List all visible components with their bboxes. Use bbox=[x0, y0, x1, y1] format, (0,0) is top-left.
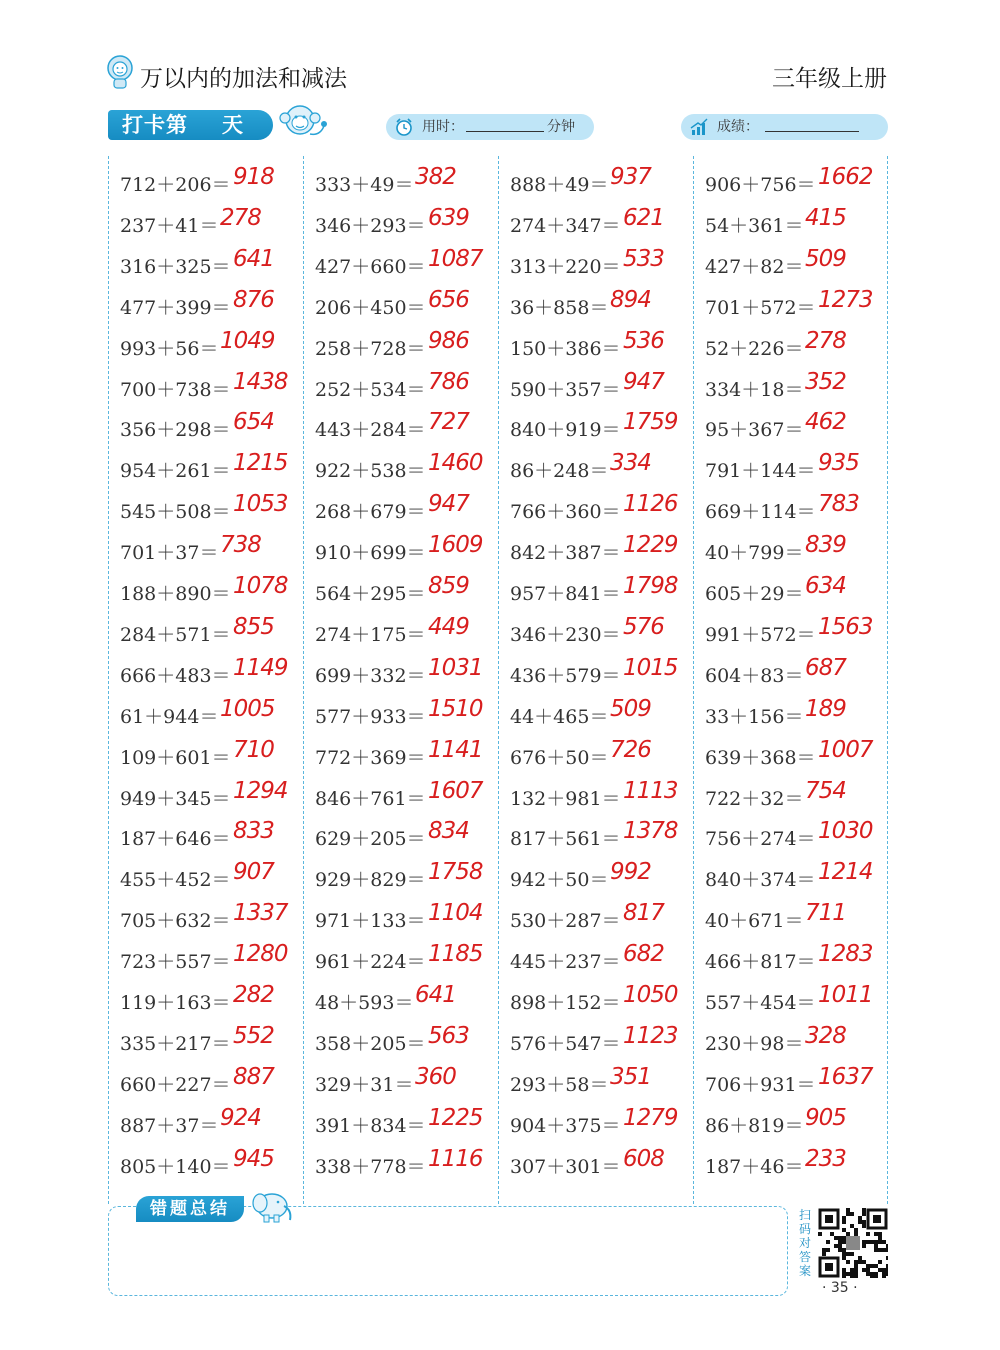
problem-equation: 86＋248＝ bbox=[510, 460, 609, 483]
handwritten-answer[interactable]: 449 bbox=[428, 613, 469, 640]
handwritten-answer[interactable]: 1609 bbox=[428, 532, 483, 559]
handwritten-answer[interactable]: 328 bbox=[805, 1022, 846, 1049]
handwritten-answer[interactable]: 1378 bbox=[623, 818, 678, 845]
handwritten-answer[interactable]: 1438 bbox=[233, 368, 288, 395]
handwritten-answer[interactable]: 783 bbox=[818, 491, 859, 518]
problem-equation: 356＋298＝ bbox=[120, 419, 231, 442]
handwritten-answer[interactable]: 1116 bbox=[428, 1145, 483, 1172]
time-label: 用时： bbox=[422, 119, 464, 135]
handwritten-answer[interactable]: 1225 bbox=[428, 1104, 483, 1131]
grade-label: 三年级上册 bbox=[772, 66, 887, 92]
handwritten-answer[interactable]: 876 bbox=[233, 286, 274, 313]
problem-equation: 723＋557＝ bbox=[120, 951, 231, 974]
handwritten-answer[interactable]: 1050 bbox=[623, 982, 678, 1008]
problem-equation: 427＋82＝ bbox=[705, 255, 804, 278]
problem-equation: 313＋220＝ bbox=[510, 255, 621, 278]
problem-equation: 629＋205＝ bbox=[315, 828, 426, 851]
problem-equation: 929＋829＝ bbox=[315, 869, 426, 892]
handwritten-answer[interactable]: 352 bbox=[805, 368, 846, 395]
handwritten-answer[interactable]: 894 bbox=[610, 286, 651, 313]
problem-equation: 132＋981＝ bbox=[510, 787, 621, 810]
handwritten-answer[interactable]: 682 bbox=[623, 941, 664, 968]
problem-equation: 817＋561＝ bbox=[510, 828, 621, 851]
handwritten-answer[interactable]: 738 bbox=[220, 532, 261, 559]
page-title: 万以内的加法和减法 bbox=[140, 66, 347, 92]
problem-equation: 187＋46＝ bbox=[705, 1155, 804, 1178]
handwritten-answer[interactable]: 563 bbox=[428, 1022, 469, 1049]
problem-equation: 842＋387＝ bbox=[510, 542, 621, 565]
problem-equation: 906＋756＝ bbox=[705, 174, 816, 196]
handwritten-answer[interactable]: 462 bbox=[805, 409, 846, 436]
column-divider bbox=[108, 156, 109, 1204]
problem-equation: 846＋761＝ bbox=[315, 787, 426, 810]
handwritten-answer[interactable]: 415 bbox=[805, 204, 846, 231]
problem-equation: 922＋538＝ bbox=[315, 460, 426, 483]
problem-equation: 954＋261＝ bbox=[120, 460, 231, 483]
handwritten-answer[interactable]: 334 bbox=[610, 450, 651, 477]
problem-equation: 436＋579＝ bbox=[510, 664, 621, 687]
handwritten-answer[interactable]: 1563 bbox=[818, 613, 873, 640]
problem-equation: 961＋224＝ bbox=[315, 951, 426, 974]
problem-equation: 36＋858＝ bbox=[510, 296, 609, 319]
problem-equation: 888＋49＝ bbox=[510, 174, 609, 196]
problem-equation: 949＋345＝ bbox=[120, 787, 231, 810]
problem-equation: 346＋230＝ bbox=[510, 623, 621, 646]
handwritten-answer[interactable]: 536 bbox=[623, 327, 664, 354]
handwritten-answer[interactable]: 1214 bbox=[818, 859, 873, 886]
problem-equation: 333＋49＝ bbox=[315, 174, 414, 196]
handwritten-answer[interactable]: 1229 bbox=[623, 532, 678, 559]
problem-equation: 545＋508＝ bbox=[120, 501, 231, 524]
column-divider bbox=[498, 156, 499, 1204]
problem-equation: 329＋31＝ bbox=[315, 1073, 414, 1096]
problem-equation: 187＋646＝ bbox=[120, 828, 231, 851]
handwritten-answer[interactable]: 1798 bbox=[623, 573, 678, 599]
handwritten-answer[interactable]: 189 bbox=[805, 695, 846, 722]
problem-equation: 666＋483＝ bbox=[120, 664, 231, 687]
problem-equation: 577＋933＝ bbox=[315, 705, 426, 728]
handwritten-answer[interactable]: 1279 bbox=[623, 1104, 678, 1131]
problem-equation: 335＋217＝ bbox=[120, 1032, 231, 1055]
handwritten-answer[interactable]: 905 bbox=[805, 1104, 846, 1131]
problem-equation: 293＋58＝ bbox=[510, 1073, 609, 1096]
problem-equation: 887＋37＝ bbox=[120, 1114, 219, 1137]
handwritten-answer[interactable]: 278 bbox=[805, 327, 846, 354]
problem-equation: 44＋465＝ bbox=[510, 705, 609, 728]
handwritten-answer[interactable]: 727 bbox=[428, 409, 469, 436]
problem-equation: 338＋778＝ bbox=[315, 1155, 426, 1178]
score-box bbox=[681, 114, 888, 140]
handwritten-answer[interactable]: 887 bbox=[233, 1063, 274, 1090]
handwritten-answer[interactable]: 654 bbox=[233, 409, 274, 436]
lion-mascot-icon bbox=[104, 54, 136, 90]
handwritten-answer[interactable]: 1104 bbox=[428, 900, 483, 927]
checkin-suffix: 天 bbox=[222, 113, 244, 137]
problem-equation: 957＋841＝ bbox=[510, 583, 621, 605]
handwritten-answer[interactable]: 1337 bbox=[233, 900, 288, 927]
problem-equation: 766＋360＝ bbox=[510, 501, 621, 524]
handwritten-answer[interactable]: 833 bbox=[233, 818, 274, 845]
problem-equation: 904＋375＝ bbox=[510, 1114, 621, 1137]
checkin-bar bbox=[108, 108, 888, 144]
qr-code-icon[interactable] bbox=[818, 1208, 888, 1278]
handwritten-answer[interactable]: 1078 bbox=[233, 573, 288, 599]
problem-equation: 805＋140＝ bbox=[120, 1155, 231, 1178]
handwritten-answer[interactable]: 608 bbox=[623, 1145, 664, 1172]
handwritten-answer[interactable]: 859 bbox=[428, 573, 469, 599]
problem-equation: 33＋156＝ bbox=[705, 705, 804, 728]
problem-equation: 52＋226＝ bbox=[705, 337, 804, 360]
problem-equation: 445＋237＝ bbox=[510, 951, 621, 974]
handwritten-answer[interactable]: 918 bbox=[233, 164, 274, 190]
handwritten-answer[interactable]: 947 bbox=[428, 491, 469, 518]
handwritten-answer[interactable]: 634 bbox=[805, 573, 846, 599]
problem-equation: 274＋175＝ bbox=[315, 623, 426, 646]
scan-answer-text: 扫码对答案 bbox=[799, 1208, 812, 1278]
problem-equation: 660＋227＝ bbox=[120, 1073, 231, 1096]
problem-equation: 316＋325＝ bbox=[120, 255, 231, 278]
handwritten-answer[interactable]: 1005 bbox=[220, 695, 275, 722]
handwritten-answer[interactable]: 947 bbox=[623, 368, 664, 395]
problem-equation: 334＋18＝ bbox=[705, 378, 804, 401]
handwritten-answer[interactable]: 726 bbox=[610, 736, 651, 763]
problem-equation: 206＋450＝ bbox=[315, 296, 426, 319]
problem-equation: 150＋386＝ bbox=[510, 337, 621, 360]
problem-equation: 274＋347＝ bbox=[510, 214, 621, 237]
problem-equation: 910＋699＝ bbox=[315, 542, 426, 565]
problem-equation: 840＋919＝ bbox=[510, 419, 621, 442]
handwritten-answer[interactable]: 754 bbox=[805, 777, 846, 804]
problem-equation: 188＋890＝ bbox=[120, 583, 231, 605]
handwritten-answer[interactable]: 351 bbox=[610, 1063, 651, 1090]
problem-equation: 119＋163＝ bbox=[120, 992, 231, 1014]
problem-equation: 443＋284＝ bbox=[315, 419, 426, 442]
problem-equation: 237＋41＝ bbox=[120, 214, 219, 237]
handwritten-answer[interactable]: 1011 bbox=[818, 982, 873, 1008]
handwritten-answer[interactable]: 278 bbox=[220, 204, 261, 231]
problem-equation: 54＋361＝ bbox=[705, 214, 804, 237]
handwritten-answer[interactable]: 839 bbox=[805, 532, 846, 559]
handwritten-answer[interactable]: 282 bbox=[233, 982, 274, 1008]
problem-equation: 564＋295＝ bbox=[315, 583, 426, 605]
problem-equation: 669＋114＝ bbox=[705, 501, 816, 524]
handwritten-answer[interactable]: 786 bbox=[428, 368, 469, 395]
handwritten-answer[interactable]: 1185 bbox=[428, 941, 483, 968]
handwritten-answer[interactable]: 935 bbox=[818, 450, 859, 477]
problem-equation: 48＋593＝ bbox=[315, 992, 414, 1014]
mistake-summary-label: 错题总结 bbox=[136, 1196, 244, 1222]
handwritten-answer[interactable]: 924 bbox=[220, 1104, 261, 1131]
problem-equation: 95＋367＝ bbox=[705, 419, 804, 442]
problem-equation: 86＋819＝ bbox=[705, 1114, 804, 1137]
problem-equation: 701＋37＝ bbox=[120, 542, 219, 565]
handwritten-answer[interactable]: 992 bbox=[610, 859, 651, 886]
time-input-line[interactable] bbox=[466, 131, 544, 132]
problem-equation: 700＋738＝ bbox=[120, 378, 231, 401]
alarm-clock-icon bbox=[394, 117, 414, 137]
handwritten-answer[interactable]: 1273 bbox=[818, 286, 873, 313]
handwritten-answer[interactable]: 711 bbox=[805, 900, 846, 927]
handwritten-answer[interactable]: 1637 bbox=[818, 1063, 873, 1090]
problem-equation: 268＋679＝ bbox=[315, 501, 426, 524]
problem-equation: 252＋534＝ bbox=[315, 378, 426, 401]
handwritten-answer[interactable]: 509 bbox=[805, 245, 846, 272]
handwritten-answer[interactable]: 1758 bbox=[428, 859, 483, 886]
checkin-prefix: 打卡第 bbox=[122, 113, 188, 137]
problem-equation: 756＋274＝ bbox=[705, 828, 816, 851]
problem-equation: 109＋601＝ bbox=[120, 746, 231, 769]
handwritten-answer[interactable]: 1123 bbox=[623, 1022, 678, 1049]
problem-equation: 604＋83＝ bbox=[705, 664, 804, 687]
handwritten-answer[interactable]: 710 bbox=[233, 736, 274, 763]
problem-equation: 791＋144＝ bbox=[705, 460, 816, 483]
handwritten-answer[interactable]: 1759 bbox=[623, 409, 678, 436]
handwritten-answer[interactable]: 1087 bbox=[428, 245, 483, 272]
handwritten-answer[interactable]: 656 bbox=[428, 286, 469, 313]
handwritten-answer[interactable]: 687 bbox=[805, 654, 846, 681]
handwritten-answer[interactable]: 233 bbox=[805, 1145, 846, 1172]
problem-equation: 557＋454＝ bbox=[705, 992, 816, 1014]
problem-equation: 722＋32＝ bbox=[705, 787, 804, 810]
problem-equation: 576＋547＝ bbox=[510, 1032, 621, 1055]
problem-equation: 230＋98＝ bbox=[705, 1032, 804, 1055]
monkey-mascot-icon bbox=[276, 102, 328, 146]
handwritten-answer[interactable]: 1149 bbox=[233, 654, 288, 681]
problem-equation: 477＋399＝ bbox=[120, 296, 231, 319]
handwritten-answer[interactable]: 1460 bbox=[428, 450, 483, 477]
problem-equation: 40＋671＝ bbox=[705, 910, 804, 933]
handwritten-answer[interactable]: 1283 bbox=[818, 941, 873, 968]
handwritten-answer[interactable]: 945 bbox=[233, 1145, 274, 1172]
score-input-line[interactable] bbox=[765, 131, 859, 132]
checkin-badge bbox=[108, 110, 273, 140]
handwritten-answer[interactable]: 382 bbox=[415, 164, 456, 190]
problem-equation: 61＋944＝ bbox=[120, 705, 219, 728]
problem-equation: 466＋817＝ bbox=[705, 951, 816, 974]
column-divider bbox=[887, 156, 888, 1204]
handwritten-answer[interactable]: 1662 bbox=[818, 164, 873, 190]
handwritten-answer[interactable]: 1141 bbox=[428, 736, 483, 763]
handwritten-answer[interactable]: 1113 bbox=[623, 777, 678, 804]
problem-equation: 706＋931＝ bbox=[705, 1073, 816, 1096]
problem-equation: 898＋152＝ bbox=[510, 992, 621, 1014]
growth-chart-icon bbox=[689, 117, 709, 137]
problem-equation: 991＋572＝ bbox=[705, 623, 816, 646]
problem-equation: 840＋374＝ bbox=[705, 869, 816, 892]
elephant-mascot-icon bbox=[246, 1188, 296, 1224]
handwritten-answer[interactable]: 1607 bbox=[428, 777, 483, 804]
handwritten-answer[interactable]: 986 bbox=[428, 327, 469, 354]
handwritten-answer[interactable]: 1053 bbox=[233, 491, 288, 518]
problem-equation: 258＋728＝ bbox=[315, 337, 426, 360]
handwritten-answer[interactable]: 641 bbox=[233, 245, 274, 272]
problem-equation: 971＋133＝ bbox=[315, 910, 426, 933]
problem-equation: 307＋301＝ bbox=[510, 1155, 621, 1178]
handwritten-answer[interactable]: 533 bbox=[623, 245, 664, 272]
problem-equation: 427＋660＝ bbox=[315, 255, 426, 278]
handwritten-answer[interactable]: 1031 bbox=[428, 654, 483, 681]
handwritten-answer[interactable]: 639 bbox=[428, 204, 469, 231]
handwritten-answer[interactable]: 907 bbox=[233, 859, 274, 886]
problem-equation: 705＋632＝ bbox=[120, 910, 231, 933]
column-divider bbox=[693, 156, 694, 1204]
handwritten-answer[interactable]: 1007 bbox=[818, 736, 873, 763]
problem-equation: 772＋369＝ bbox=[315, 746, 426, 769]
handwritten-answer[interactable]: 1294 bbox=[233, 777, 288, 804]
score-label: 成绩： bbox=[717, 119, 759, 135]
handwritten-answer[interactable]: 1030 bbox=[818, 818, 873, 845]
problem-equation: 605＋29＝ bbox=[705, 583, 804, 605]
handwritten-answer[interactable]: 1510 bbox=[428, 695, 483, 722]
handwritten-answer[interactable]: 360 bbox=[415, 1063, 456, 1090]
handwritten-answer[interactable]: 855 bbox=[233, 613, 274, 640]
handwritten-answer[interactable]: 817 bbox=[623, 900, 664, 927]
handwritten-answer[interactable]: 621 bbox=[623, 204, 664, 231]
problem-equation: 701＋572＝ bbox=[705, 296, 816, 319]
handwritten-answer[interactable]: 1215 bbox=[233, 450, 288, 477]
problem-equation: 358＋205＝ bbox=[315, 1032, 426, 1055]
handwritten-answer[interactable]: 834 bbox=[428, 818, 469, 845]
problem-equation: 676＋50＝ bbox=[510, 746, 609, 769]
handwritten-answer[interactable]: 509 bbox=[610, 695, 651, 722]
problem-equation: 993＋56＝ bbox=[120, 337, 219, 360]
handwritten-answer[interactable]: 641 bbox=[415, 982, 456, 1008]
problem-equation: 712＋206＝ bbox=[120, 174, 231, 196]
handwritten-answer[interactable]: 1049 bbox=[220, 327, 275, 354]
problem-equation: 942＋50＝ bbox=[510, 869, 609, 892]
problem-equation: 699＋332＝ bbox=[315, 664, 426, 687]
problem-equation: 40＋799＝ bbox=[705, 542, 804, 565]
handwritten-answer[interactable]: 576 bbox=[623, 613, 664, 640]
handwritten-answer[interactable]: 1280 bbox=[233, 941, 288, 968]
page-number: · 35 · bbox=[822, 1280, 858, 1296]
problem-grid bbox=[108, 156, 888, 1206]
handwritten-answer[interactable]: 937 bbox=[610, 164, 651, 190]
problem-equation: 455＋452＝ bbox=[120, 869, 231, 892]
problem-equation: 391＋834＝ bbox=[315, 1114, 426, 1137]
problem-equation: 590＋357＝ bbox=[510, 378, 621, 401]
handwritten-answer[interactable]: 1015 bbox=[623, 654, 678, 681]
time-unit: 分钟 bbox=[547, 119, 575, 135]
problem-equation: 346＋293＝ bbox=[315, 214, 426, 237]
column-divider bbox=[303, 156, 304, 1204]
problem-equation: 284＋571＝ bbox=[120, 623, 231, 646]
problem-equation: 530＋287＝ bbox=[510, 910, 621, 933]
handwritten-answer[interactable]: 552 bbox=[233, 1022, 274, 1049]
handwritten-answer[interactable]: 1126 bbox=[623, 491, 678, 518]
problem-equation: 639＋368＝ bbox=[705, 746, 816, 769]
time-box bbox=[386, 114, 594, 140]
